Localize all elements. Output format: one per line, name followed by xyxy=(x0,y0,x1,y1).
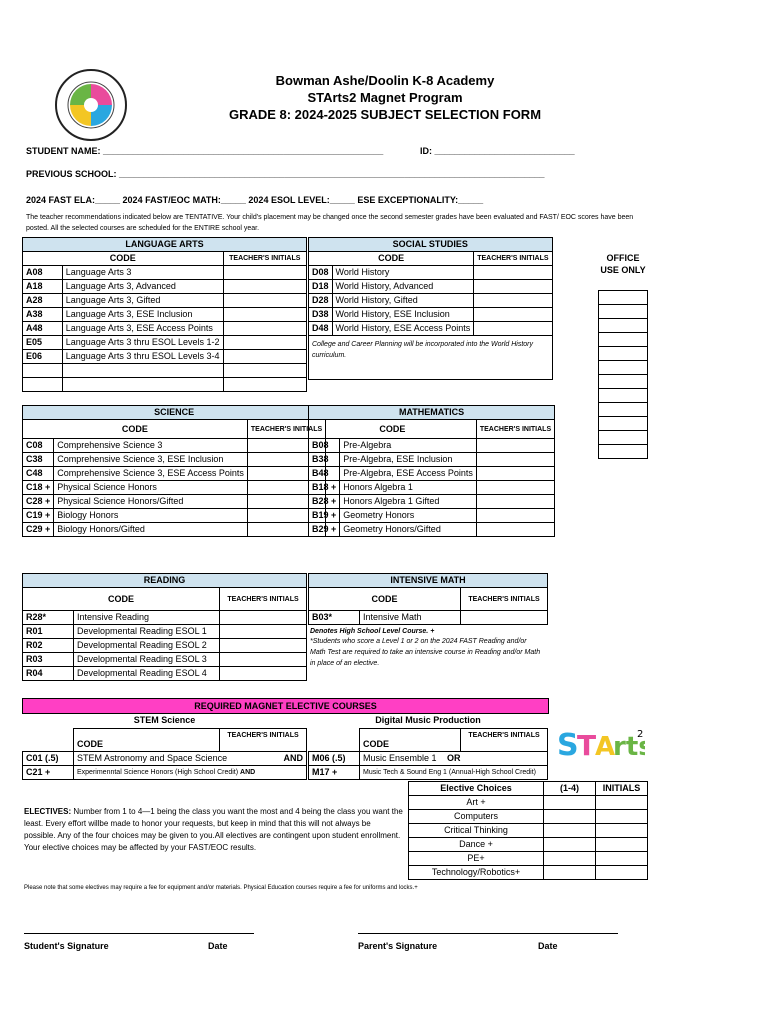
ti-header: TEACHER'S INITIALS xyxy=(220,729,307,752)
initials-cell[interactable] xyxy=(474,266,552,280)
rank-cell[interactable] xyxy=(544,824,596,838)
code-header: CODE xyxy=(23,588,220,611)
initials-cell[interactable] xyxy=(476,495,554,509)
svg-text:T: T xyxy=(577,729,597,762)
rank-cell[interactable] xyxy=(544,838,596,852)
initials-cell[interactable] xyxy=(223,280,306,294)
rank-cell[interactable] xyxy=(544,810,596,824)
course-name: Pre-Algebra xyxy=(340,439,477,453)
initials-cell[interactable] xyxy=(596,866,648,880)
course-name: World History xyxy=(332,266,474,280)
social-studies-note: College and Career Planning will be incorporated into the World History curriculum. xyxy=(309,336,553,380)
science-header: SCIENCE xyxy=(23,406,326,420)
course-code: D48 xyxy=(309,322,333,336)
course-code: D18 xyxy=(309,280,333,294)
elective-choice: Dance + xyxy=(409,838,544,852)
course-code: B18 + xyxy=(309,481,340,495)
course-name: Intensive Math xyxy=(360,611,461,625)
form-title: GRADE 8: 2024-2025 SUBJECT SELECTION FORM xyxy=(228,107,542,122)
parent-signature-line[interactable] xyxy=(358,933,618,934)
course-code: A18 xyxy=(23,280,63,294)
course-code: R02 xyxy=(23,639,74,653)
course-name: Language Arts 3, ESE Inclusion xyxy=(62,308,223,322)
course-name: Physical Science Honors xyxy=(54,481,248,495)
initials-cell[interactable] xyxy=(223,308,306,322)
ti-header: TEACHER'S INITIALS xyxy=(247,420,325,439)
parent-signature-label: Parent's Signature xyxy=(358,941,438,951)
course-code: D08 xyxy=(309,266,333,280)
initials-cell[interactable] xyxy=(596,796,648,810)
course-name: Language Arts 3, Gifted xyxy=(62,294,223,308)
elective-choices-table xyxy=(408,781,648,880)
course-code: C29 + xyxy=(23,523,54,537)
course-name: Language Arts 3, Advanced xyxy=(62,280,223,294)
course-code: B08 xyxy=(309,439,340,453)
course-name: Language Arts 3 thru ESOL Levels 3-4 xyxy=(62,350,223,364)
initials-cell[interactable] xyxy=(223,294,306,308)
electives-instructions: ELECTIVES: Number from 1 to 4—1 being the class you want the most and 4 being the class you want the least. Every effort willbe made to honor your requests, but keep in mind that this will not always be possible. Any of the four choices may be given to you.All electives are contingent upon student enrollment. Your elective choices may be affected by your FAST/EOC results. xyxy=(24,807,403,852)
rank-cell[interactable] xyxy=(544,796,596,810)
course-name: Language Arts 3, ESE Access Points xyxy=(62,322,223,336)
ti-header: TEACHER'S INITIALS xyxy=(476,420,554,439)
language-arts-table xyxy=(22,237,307,392)
initials-cell[interactable] xyxy=(474,294,552,308)
course-name: Honors Algebra 1 Gifted xyxy=(340,495,477,509)
course-name: Intensive Reading xyxy=(74,611,220,625)
course-code: C18 + xyxy=(23,481,54,495)
initials-cell[interactable] xyxy=(476,509,554,523)
ti-header: TEACHER'S INITIALS xyxy=(461,729,548,752)
elective-choice: PE+ xyxy=(409,852,544,866)
elective-choices-header: Elective Choices xyxy=(409,782,544,796)
elective-choice: Critical Thinking xyxy=(409,824,544,838)
course-name: Developmental Reading ESOL 3 xyxy=(74,653,220,667)
mathematics-header: MATHEMATICS xyxy=(309,406,555,420)
course-code: B19 + xyxy=(309,509,340,523)
svg-text:A: A xyxy=(595,732,616,762)
course-name: Honors Algebra 1 xyxy=(340,481,477,495)
initials-cell[interactable] xyxy=(474,280,552,294)
initials-cell[interactable] xyxy=(476,467,554,481)
course-code: A38 xyxy=(23,308,63,322)
reading-table xyxy=(22,573,307,681)
course-code: A28 xyxy=(23,294,63,308)
id-field[interactable]: ID: ____________________________ xyxy=(420,146,575,156)
stem-header: STEM Science xyxy=(133,715,196,725)
course-code: C01 (.5) xyxy=(23,752,74,766)
course-name: Biology Honors/Gifted xyxy=(54,523,248,537)
rank-cell[interactable] xyxy=(544,866,596,880)
science-table xyxy=(22,405,326,537)
music-header: Digital Music Production xyxy=(375,715,481,725)
ti-header: TEACHER'S INITIALS xyxy=(220,588,307,611)
course-code: D28 xyxy=(309,294,333,308)
course-name: Developmental Reading ESOL 2 xyxy=(74,639,220,653)
elective-choice: Computers xyxy=(409,810,544,824)
student-name-field[interactable]: STUDENT NAME: ________________________________________________________ xyxy=(26,146,384,156)
course-name: Developmental Reading ESOL 4 xyxy=(74,667,220,681)
course-code: R01 xyxy=(23,625,74,639)
code-header: CODE xyxy=(74,729,220,752)
rank-header: (1-4) xyxy=(544,782,596,796)
student-date-label: Date xyxy=(208,941,228,951)
course-name: Language Arts 3 xyxy=(62,266,223,280)
course-code: C08 xyxy=(23,439,54,453)
course-code: R03 xyxy=(23,653,74,667)
office-use-boxes xyxy=(598,290,648,459)
initials-cell[interactable] xyxy=(220,653,307,667)
course-name: Experimenntal Science Honors (High School Credit) AND xyxy=(74,766,307,780)
initials-cell[interactable] xyxy=(474,322,552,336)
magnet-header: REQUIRED MAGNET ELECTIVE COURSES xyxy=(22,698,549,714)
initials-header: INITIALS xyxy=(596,782,648,796)
scores-field[interactable]: 2024 FAST ELA:_____ 2024 FAST/EOC MATH:_____ 2024 ESOL LEVEL:_____ ESE EXCEPTIONALITY:_____ xyxy=(26,195,484,205)
course-name: Biology Honors xyxy=(54,509,248,523)
course-code: B48 xyxy=(309,467,340,481)
mathematics-table xyxy=(308,405,555,537)
ti-header: TEACHER'S INITIALS xyxy=(474,252,552,266)
course-code: B29 + xyxy=(309,523,340,537)
initials-cell[interactable] xyxy=(596,852,648,866)
code-header: CODE xyxy=(309,420,477,439)
course-code: C28 + xyxy=(23,495,54,509)
course-name: Developmental Reading ESOL 1 xyxy=(74,625,220,639)
initials-cell[interactable] xyxy=(223,350,306,364)
course-name: Geometry Honors/Gifted xyxy=(340,523,477,537)
course-code: C48 xyxy=(23,467,54,481)
initials-cell[interactable] xyxy=(220,625,307,639)
reading-header: READING xyxy=(23,574,307,588)
svg-text:rts: rt xyxy=(613,732,639,762)
elective-choice: Art + xyxy=(409,796,544,810)
course-code: A08 xyxy=(23,266,63,280)
starts2-logo xyxy=(555,715,645,765)
course-name: Pre-Algebra, ESE Inclusion xyxy=(340,453,477,467)
initials-cell[interactable] xyxy=(461,611,548,625)
initials-cell[interactable] xyxy=(596,838,648,852)
previous-school-field[interactable]: PREVIOUS SCHOOL: _____________________________________________________________________________________ xyxy=(26,169,545,179)
svg-text:2: 2 xyxy=(637,729,644,740)
initials-cell[interactable] xyxy=(220,639,307,653)
course-code: C38 xyxy=(23,453,54,467)
course-name: Pre-Algebra, ESE Access Points xyxy=(340,467,477,481)
course-code: R28* xyxy=(23,611,74,625)
course-name: Music Tech & Sound Eng 1 (Annual-High School Credit) xyxy=(360,766,548,780)
course-name: World History, Advanced xyxy=(332,280,474,294)
intensive-note: *Students who score a Level 1 or 2 on the 2024 FAST Reading and/or Math Test are required to take an intensive course in Reading and/or Math in place of an elective. xyxy=(310,638,541,667)
course-code: B03* xyxy=(309,611,360,625)
course-name: Language Arts 3 thru ESOL Levels 1-2 xyxy=(62,336,223,350)
course-name: Comprehensive Science 3, ESE Access Points xyxy=(54,467,248,481)
student-signature-label: Student's Signature xyxy=(24,941,109,951)
stem-table xyxy=(22,728,307,780)
initials-cell[interactable] xyxy=(476,481,554,495)
code-header: CODE xyxy=(360,729,461,752)
initials-cell[interactable] xyxy=(476,439,554,453)
course-name: Comprehensive Science 3 xyxy=(54,439,248,453)
code-header: CODE xyxy=(309,588,461,611)
rank-cell[interactable] xyxy=(544,852,596,866)
course-code: C19 + xyxy=(23,509,54,523)
course-code: B28 + xyxy=(309,495,340,509)
intro-text: The teacher recommendations indicated below are TENTATIVE. Your child's placement may be changed once the second semester grades have been evaluated and FAST/ EOC scores have been posted. All the selected courses are scheduled for the ENTIRE school year. xyxy=(26,214,634,232)
course-code: R04 xyxy=(23,667,74,681)
course-name: World History, Gifted xyxy=(332,294,474,308)
course-code: E06 xyxy=(23,350,63,364)
school-name: Bowman Ashe/Doolin K-8 Academy xyxy=(275,73,495,88)
ti-header: TEACHER'S INITIALS xyxy=(461,588,548,611)
course-name: Comprehensive Science 3, ESE Inclusion xyxy=(54,453,248,467)
course-name: World History, ESE Access Points xyxy=(332,322,474,336)
ti-header: TEACHER'S INITIALS xyxy=(223,252,306,266)
social-studies-header: SOCIAL STUDIES xyxy=(309,238,553,252)
program-name: STArts2 Magnet Program xyxy=(307,90,463,105)
code-header: CODE xyxy=(23,420,248,439)
initials-cell[interactable] xyxy=(476,523,554,537)
course-code: M17 + xyxy=(309,766,360,780)
course-name: Geometry Honors xyxy=(340,509,477,523)
course-code: A48 xyxy=(23,322,63,336)
office-use-label: OFFICE USE ONLY xyxy=(600,253,646,275)
course-name: World History, ESE Inclusion xyxy=(332,308,474,322)
initials-cell[interactable] xyxy=(220,611,307,625)
elective-choice: Technology/Robotics+ xyxy=(409,866,544,880)
svg-text:S: S xyxy=(557,728,579,763)
course-code: E05 xyxy=(23,336,63,350)
initials-cell[interactable] xyxy=(596,824,648,838)
course-name: Physical Science Honors/Gifted xyxy=(54,495,248,509)
initials-cell[interactable] xyxy=(223,322,306,336)
initials-cell[interactable] xyxy=(476,453,554,467)
initials-cell[interactable] xyxy=(220,667,307,681)
course-code: B38 xyxy=(309,453,340,467)
fee-note: Please note that some electives may require a fee for equipment and/or materials. Physical Education courses require a fee for uniforms and locks.+ xyxy=(24,885,418,891)
high-school-note: Denotes High School Level Course. + xyxy=(310,628,435,635)
parent-date-label: Date xyxy=(538,941,558,951)
initials-cell[interactable] xyxy=(596,810,648,824)
course-code: C21 + xyxy=(23,766,74,780)
code-header: CODE xyxy=(309,252,474,266)
intensive-math-table xyxy=(308,573,548,625)
initials-cell[interactable] xyxy=(223,266,306,280)
social-studies-table xyxy=(308,237,553,380)
intensive-math-header: INTENSIVE MATH xyxy=(309,574,548,588)
language-arts-header: LANGUAGE ARTS xyxy=(23,238,307,252)
course-code: D38 xyxy=(309,308,333,322)
initials-cell[interactable] xyxy=(474,308,552,322)
student-signature-line[interactable] xyxy=(24,933,254,934)
music-table xyxy=(308,728,548,780)
course-code: M06 (.5) xyxy=(309,752,360,766)
initials-cell[interactable] xyxy=(223,336,306,350)
course-name: Music Ensemble 1 OR xyxy=(360,752,548,766)
code-header: CODE xyxy=(23,252,224,266)
course-name: STEM Astronomy and Space Science AND xyxy=(74,752,307,766)
